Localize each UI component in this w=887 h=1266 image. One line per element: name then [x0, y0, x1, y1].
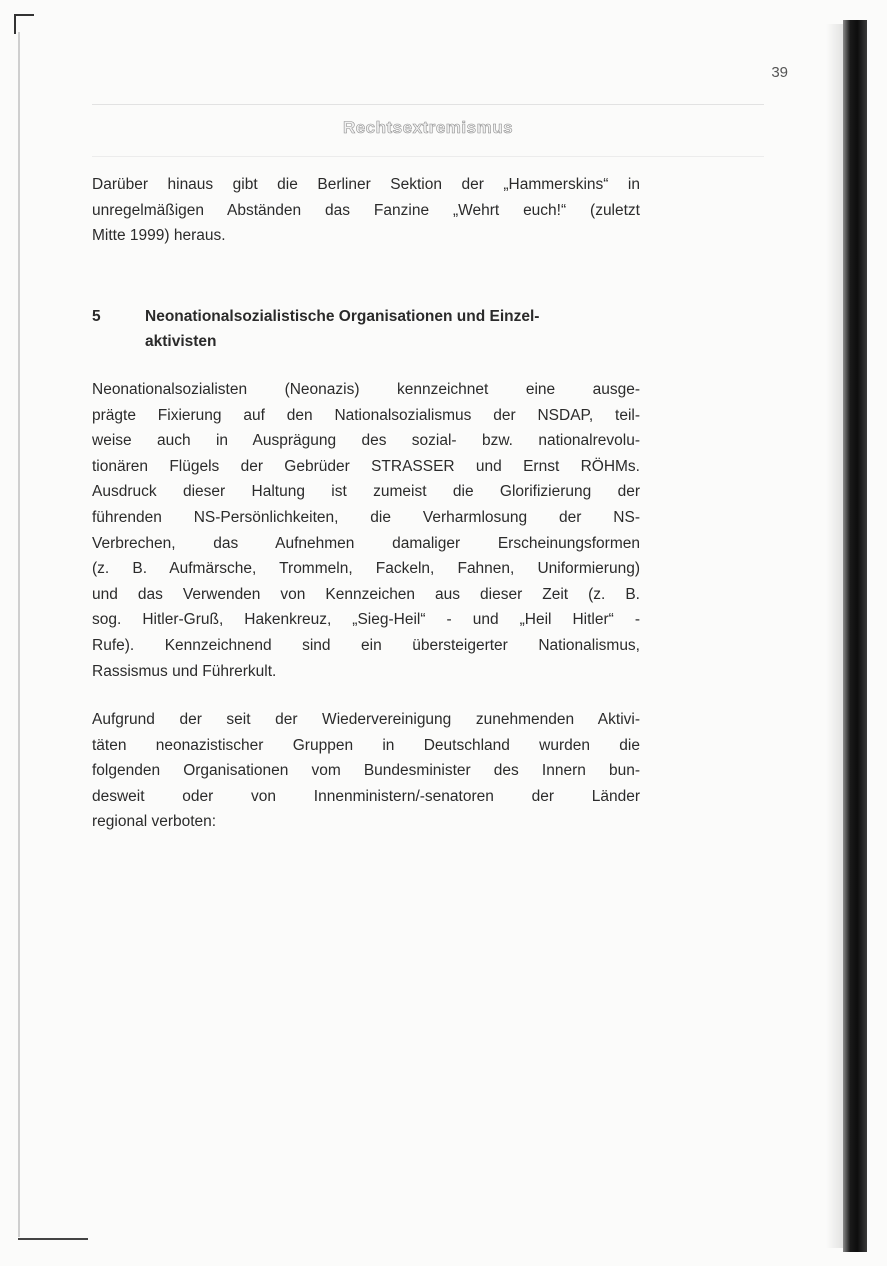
text-line: Rufe). Kennzeichnend sind ein übersteigerter Nationalismus,: [92, 636, 640, 654]
section-title-line: aktivisten: [145, 333, 217, 350]
section-title-line: Neonationalsozialistische Organisationen und Einzel-: [145, 308, 540, 325]
text-line: regional verboten:: [92, 813, 217, 831]
text-line: führenden NS-Persönlichkeiten, die Verharmlosung der NS-: [92, 508, 640, 526]
text-line: desweit oder von Innenministern/-senatoren der Länder: [92, 787, 640, 805]
text-line: Neonationalsozialisten (Neonazis) kennzeichnet eine ausge-: [92, 381, 640, 398]
running-head: Rechtsextremismus: [342, 118, 514, 137]
scan-crop-mark: [14, 14, 34, 16]
text-line: (z. B. Aufmärsche, Trommeln, Fackeln, Fahnen, Uniformierung): [92, 560, 640, 578]
text-line: Darüber hinaus gibt die Berliner Sektion der „Hammerskins“ in: [92, 176, 640, 193]
header-rule: [92, 156, 764, 157]
text-line: sog. Hitler-Gruß, Hakenkreuz, „Sieg-Heil“ - und „Heil Hitler“ -: [92, 611, 640, 629]
text-line: tionären Flügels der Gebrüder STRASSER und Ernst RÖHMs.: [92, 457, 640, 475]
text-line: weise auch in Ausprägung des sozial- bzw. nationalrevolu-: [92, 432, 640, 450]
paragraph-neonazi-definition: [92, 377, 640, 684]
text-line: täten neonazistischer Gruppen in Deutschland wurden die: [92, 736, 640, 754]
book-spine: [843, 20, 867, 1252]
text-line: Mitte 1999) heraus.: [92, 227, 226, 245]
paragraph-hammerskins: [92, 172, 640, 249]
section-number: 5: [92, 308, 101, 325]
scan-crop-mark: [18, 1238, 88, 1240]
text-line: folgenden Organisationen vom Bundesminister des Innern bun-: [92, 762, 640, 780]
text-line: Aufgrund der seit der Wiedervereinigung zunehmenden Aktivi-: [92, 711, 640, 728]
page-edge: [18, 32, 20, 1237]
text-line: und das Verwenden von Kennzeichen aus dieser Zeit (z. B.: [92, 585, 640, 603]
text-line: unregelmäßigen Abständen das Fanzine „Wehrt euch!“ (zuletzt: [92, 201, 640, 219]
text-line: Rassismus und Führerkult.: [92, 662, 277, 680]
text-line: Ausdruck dieser Haltung ist zumeist die Glorifizierung der: [92, 483, 640, 501]
spine-shadow: [826, 24, 844, 1248]
header-rule: [92, 104, 764, 105]
section-title: [145, 304, 645, 354]
scan-crop-mark: [14, 14, 16, 34]
paragraph-bans: [92, 707, 640, 835]
text-line: prägte Fixierung auf den Nationalsozialismus der NSDAP, teil-: [92, 406, 640, 424]
text-line: Verbrechen, das Aufnehmen damaliger Erscheinungsformen: [92, 534, 640, 552]
page-number: 39: [771, 64, 788, 81]
